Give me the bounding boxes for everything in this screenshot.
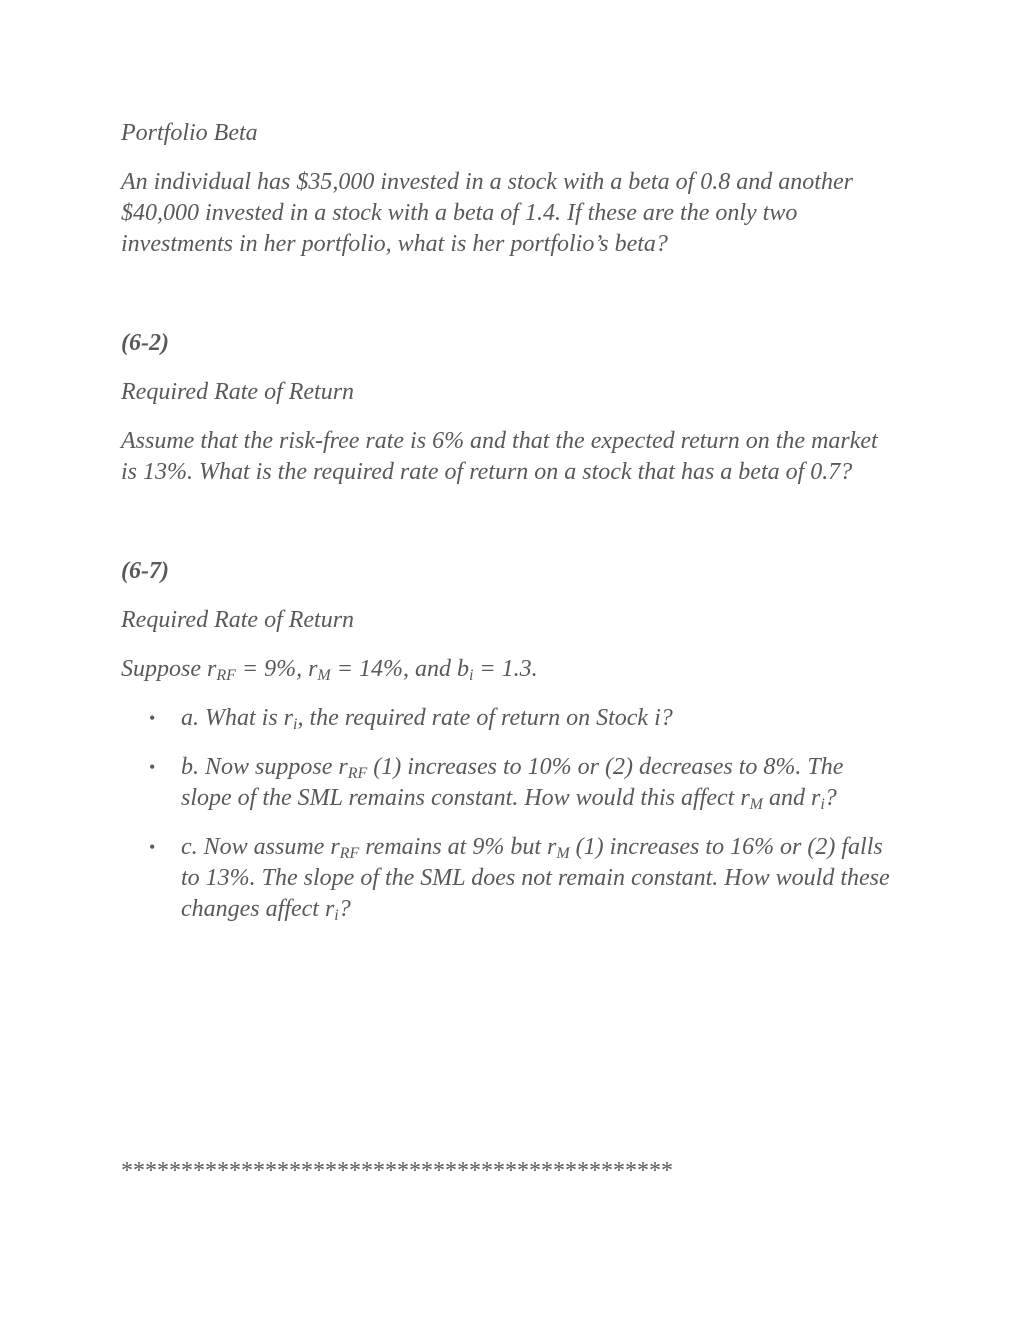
section-title-required-rate: Required Rate of Return — [121, 379, 355, 405]
problem-text-required-rate: Assume that the risk-free rate is 6% and that the expected return on the market is 13%. What is the required rate of return on a stock that has a beta of 0.7? — [121, 428, 878, 485]
separator-line: ********************************************** — [121, 1158, 673, 1184]
bullet-icon: • — [149, 757, 156, 777]
section-gap — [121, 278, 896, 328]
problem-number-6-7: (6-7) — [121, 558, 169, 584]
section-title-portfolio-beta: Portfolio Beta — [121, 120, 258, 146]
problem-number-6-2: (6-2) — [121, 330, 169, 356]
problem-intro-6-7: Suppose $r_{RF} = 9\%$, $r_M = 14\%$, and $b_i = 1.3$. — [121, 656, 538, 684]
section-title-required-rate-2: Required Rate of Return — [121, 607, 355, 633]
section-gap — [121, 506, 896, 556]
question-list — [121, 703, 896, 925]
bullet-icon: • — [149, 837, 156, 857]
bullet-icon: • — [149, 708, 156, 728]
list-item: • a. What is $r_i$, the required rate of return on Stock i? — [149, 705, 673, 733]
list-item: • c. Now assume $r_{RF}$ remains at 9% but $r_M$ (1) increases to 16% or (2) falls to 13%. The slope of the SML does not remain constant. How would these changes affect $r_i$? — [149, 834, 890, 924]
document-page — [121, 118, 896, 943]
list-item: • b. Now suppose $r_{RF}$ (1) increases to 10% or (2) decreases to 8%. The slope of the SML remains constant. How would this affect $r_M$ and $r_i$? — [149, 754, 844, 813]
problem-text-portfolio-beta: An individual has $35,000 invested in a stock with a beta of 0.8 and another $40,000 invested in a stock with a beta of 1.4. If these are the only two investments in her portfolio, what is her portfolio’s beta? — [121, 169, 853, 257]
